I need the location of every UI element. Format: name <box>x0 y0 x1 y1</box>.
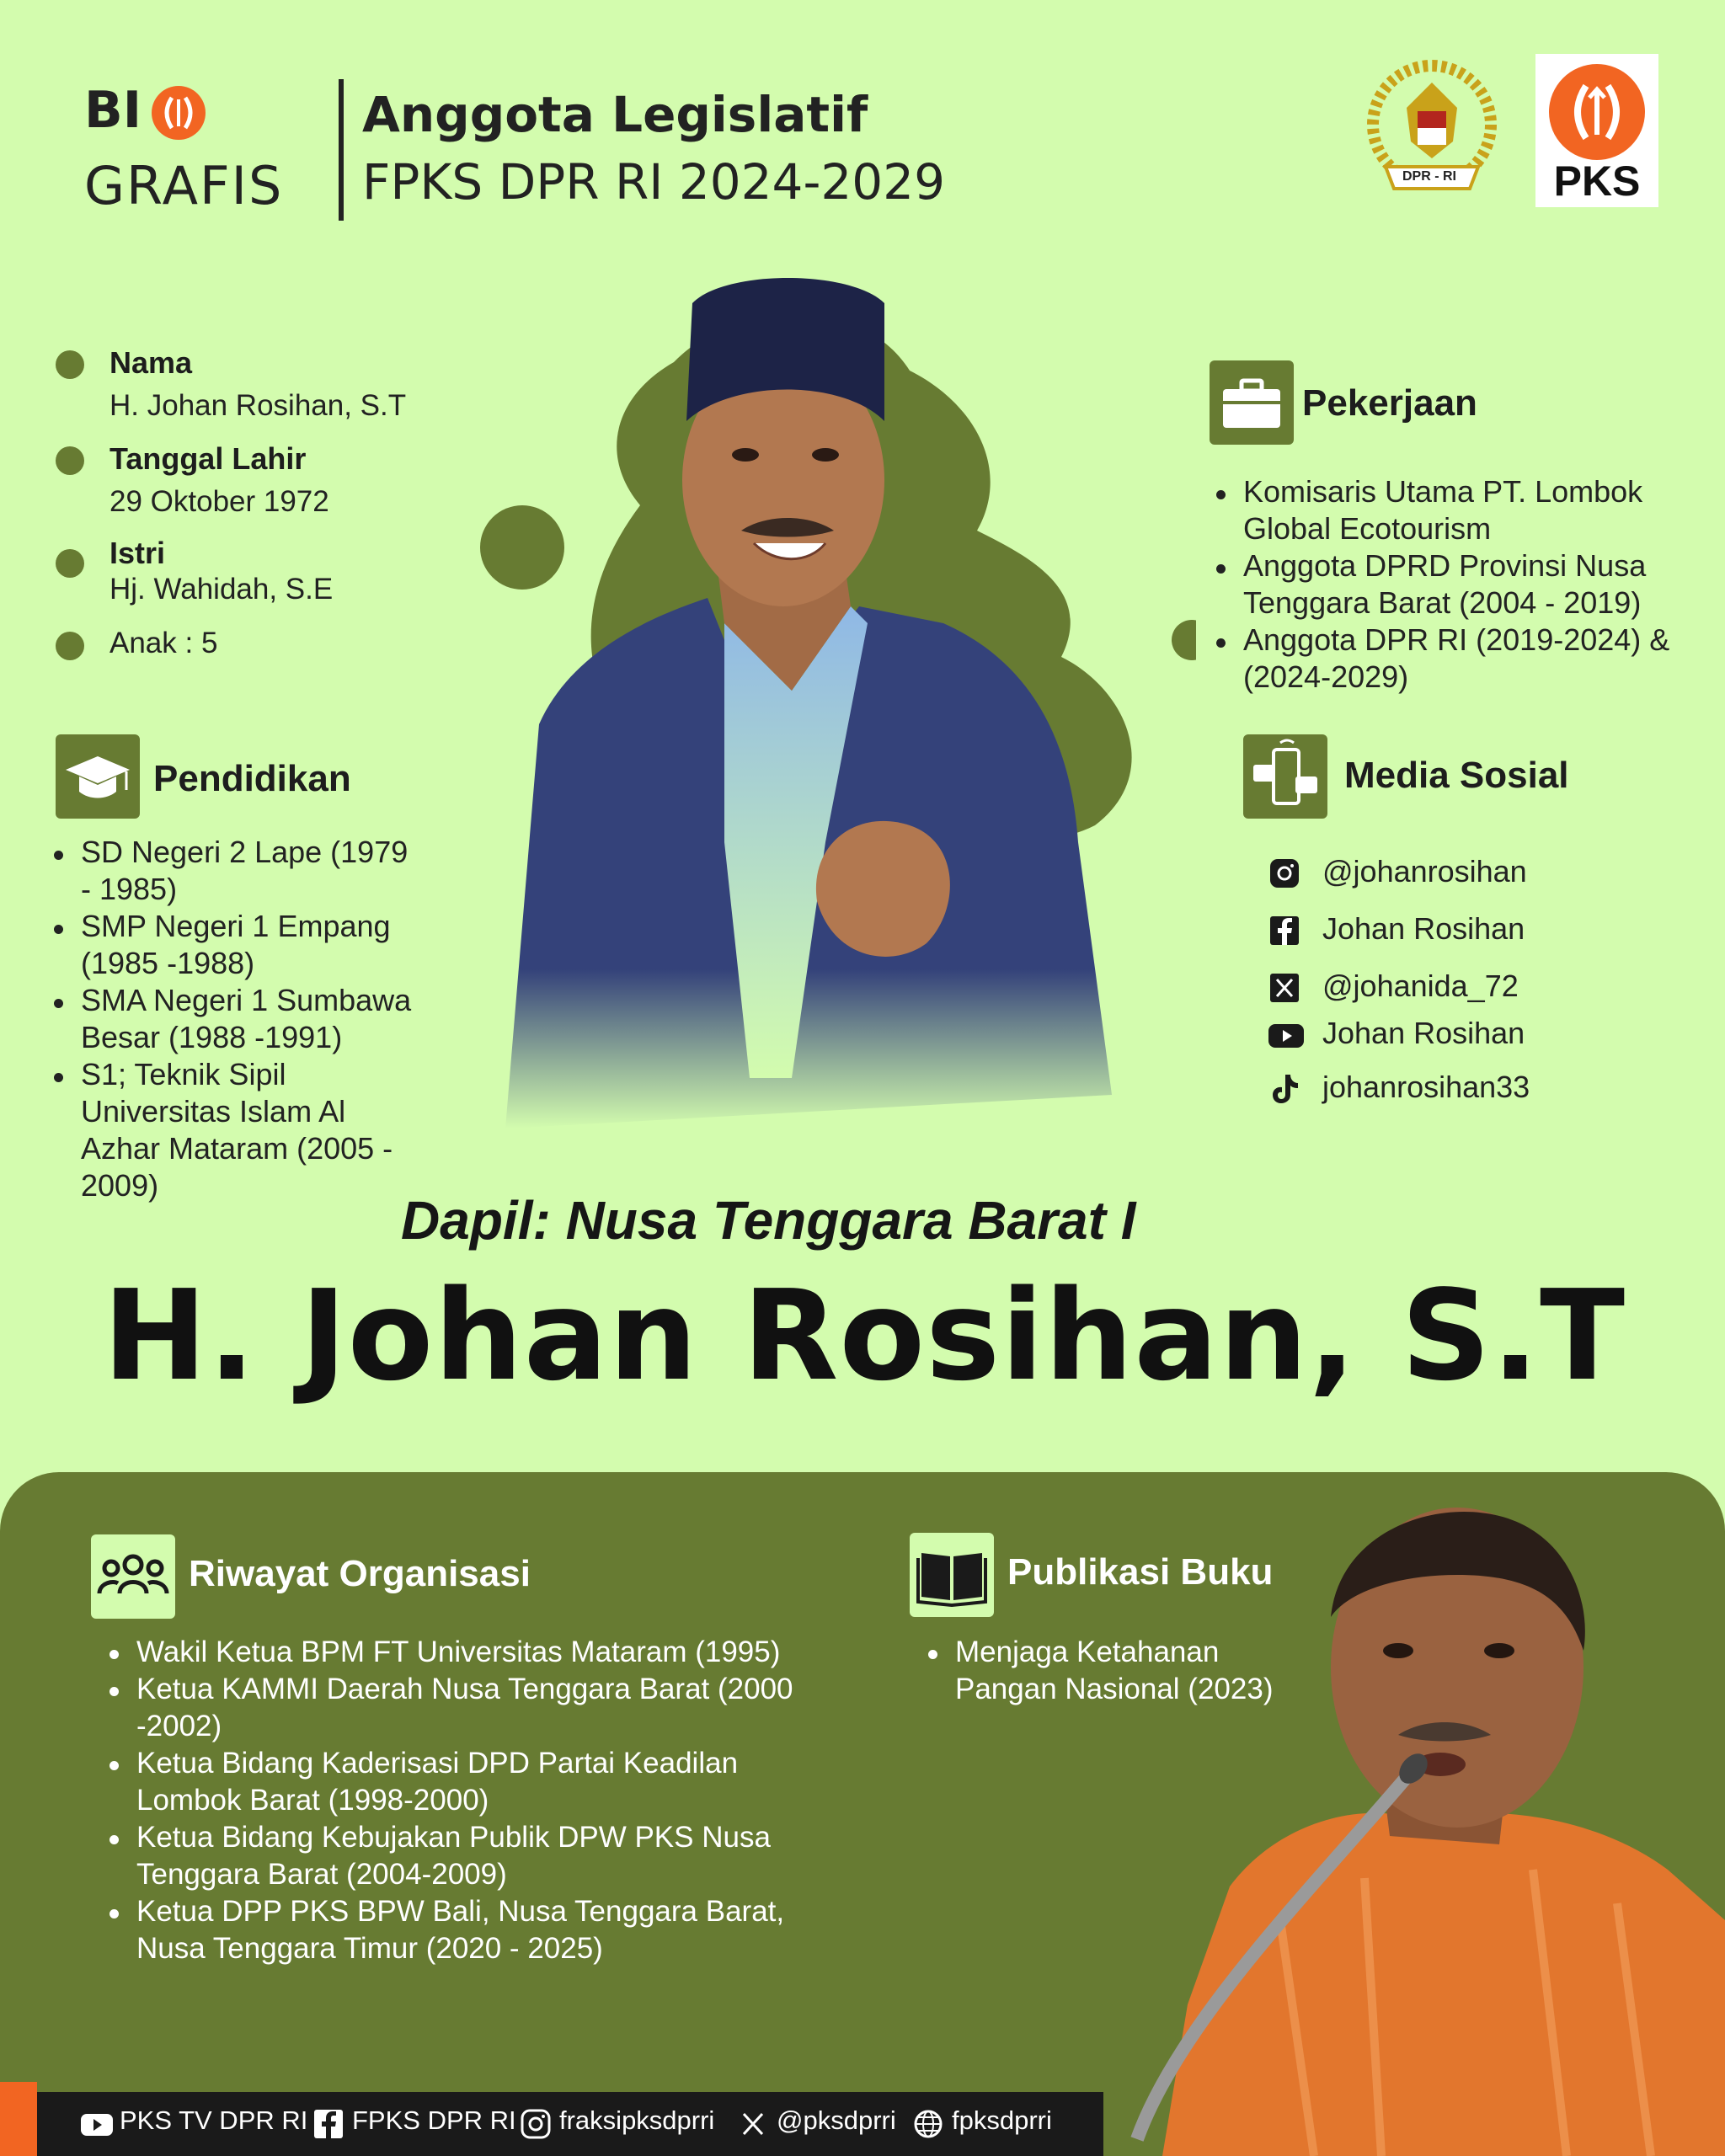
youtube-icon <box>1268 1019 1300 1051</box>
bullet-dot-icon <box>56 350 84 379</box>
x-icon <box>738 2109 768 2139</box>
logo-bi-text: BI <box>84 81 142 140</box>
x-icon <box>1268 972 1300 1004</box>
list-item: SD Negeri 2 Lape (1979 - 1985) <box>49 834 419 908</box>
social-handle: Johan Rosihan <box>1322 911 1525 946</box>
bullet-dot-icon <box>56 632 84 660</box>
logo-grafis-text: GRAFIS <box>84 155 284 216</box>
social-title: Media Sosial <box>1344 755 1569 796</box>
list-item: Komisaris Utama PT. Lombok Global Ecotourism <box>1211 473 1717 547</box>
education-title: Pendidikan <box>153 758 351 799</box>
work-list <box>1211 473 1717 696</box>
footer-accent <box>0 2082 37 2156</box>
dpr-badge-text: DPR - RI <box>1402 169 1456 184</box>
social-handle: Johan Rosihan <box>1322 1016 1525 1050</box>
footer-label: fpksdprri <box>952 2105 1052 2135</box>
bullet-dot-icon <box>56 446 84 475</box>
list-item: Wakil Ketua BPM FT Universitas Mataram (1995) <box>104 1634 829 1671</box>
speaker-photo <box>1061 1482 1725 2156</box>
work-title: Pekerjaan <box>1302 382 1477 424</box>
graduation-cap-icon <box>56 734 140 819</box>
biografis-logo <box>84 81 312 216</box>
globe-icon <box>913 2109 943 2139</box>
people-icon <box>91 1534 175 1619</box>
profile-value: 29 Oktober 1972 <box>109 485 329 518</box>
publications-title: Publikasi Buku <box>1007 1551 1274 1593</box>
list-item: SMP Negeri 1 Empang (1985 -1988) <box>49 908 419 982</box>
book-icon <box>910 1533 994 1617</box>
social-media-icon <box>1243 734 1327 819</box>
pks-crescent-icon <box>1549 64 1645 160</box>
bullet-dot-icon <box>56 549 84 578</box>
instagram-icon <box>521 2109 551 2139</box>
candidate-portrait <box>472 253 1196 1162</box>
footer-label: fraksipksdprri <box>559 2105 715 2135</box>
pks-mark-icon <box>152 86 206 140</box>
list-item: Ketua KAMMI Daerah Nusa Tenggara Barat (2000 -2002) <box>104 1671 829 1745</box>
header-divider <box>339 79 344 221</box>
social-handle: @johanrosihan <box>1322 854 1527 889</box>
organizations-list <box>104 1634 829 1967</box>
list-item: S1; Teknik Sipil Universitas Islam Al Azhar Mataram (2005 - 2009) <box>49 1056 419 1204</box>
organizations-title: Riwayat Organisasi <box>189 1553 531 1594</box>
list-item: Anggota DPR RI (2019-2024) & (2024-2029) <box>1211 622 1717 696</box>
youtube-icon <box>81 2109 111 2139</box>
profile-label: Tanggal Lahir <box>109 441 307 476</box>
instagram-icon <box>1268 857 1300 889</box>
social-handle: johanrosihan33 <box>1322 1070 1530 1104</box>
profile-label: Istri <box>109 536 166 570</box>
list-item: Menjaga Ketahanan Pangan Nasional (2023) <box>923 1634 1311 1708</box>
pks-logo <box>1535 54 1658 207</box>
education-list <box>49 834 419 1204</box>
profile-value: Hj. Wahidah, S.E <box>109 573 334 606</box>
profile-label: Anak : 5 <box>109 627 218 659</box>
list-item: Anggota DPRD Provinsi Nusa Tenggara Barat (2004 - 2019) <box>1211 547 1717 622</box>
list-item: Ketua DPP PKS BPW Bali, Nusa Tenggara Barat, Nusa Tenggara Timur (2020 - 2025) <box>104 1893 829 1967</box>
footer-label: FPKS DPR RI <box>352 2105 516 2135</box>
social-handle: @johanida_72 <box>1322 969 1519 1003</box>
list-item: SMA Negeri 1 Sumbawa Besar (1988 -1991) <box>49 982 419 1056</box>
facebook-icon <box>313 2109 344 2139</box>
header-subtitle: FPKS DPR RI 2024-2029 <box>362 153 945 211</box>
candidate-name: H. Johan Rosihan, S.T <box>103 1263 1626 1408</box>
electoral-district: Dapil: Nusa Tenggara Barat I <box>401 1190 1136 1251</box>
briefcase-icon <box>1210 360 1294 445</box>
profile-value: H. Johan Rosihan, S.T <box>109 389 407 422</box>
list-item: Ketua Bidang Kaderisasi DPD Partai Keadilan Lombok Barat (1998-2000) <box>104 1745 829 1819</box>
footer-label: @pksdprri <box>777 2105 896 2135</box>
profile-label: Nama <box>109 345 193 380</box>
dpr-ri-emblem-icon <box>1360 57 1503 202</box>
facebook-icon <box>1268 915 1300 947</box>
footer-label: PKS TV DPR RI <box>120 2105 308 2135</box>
tiktok-icon <box>1268 1073 1300 1105</box>
header-title: Anggota Legislatif <box>362 86 868 143</box>
pks-logo-text: PKS <box>1553 157 1641 205</box>
list-item: Ketua Bidang Kebujakan Publik DPW PKS Nusa Tenggara Barat (2004-2009) <box>104 1819 829 1893</box>
